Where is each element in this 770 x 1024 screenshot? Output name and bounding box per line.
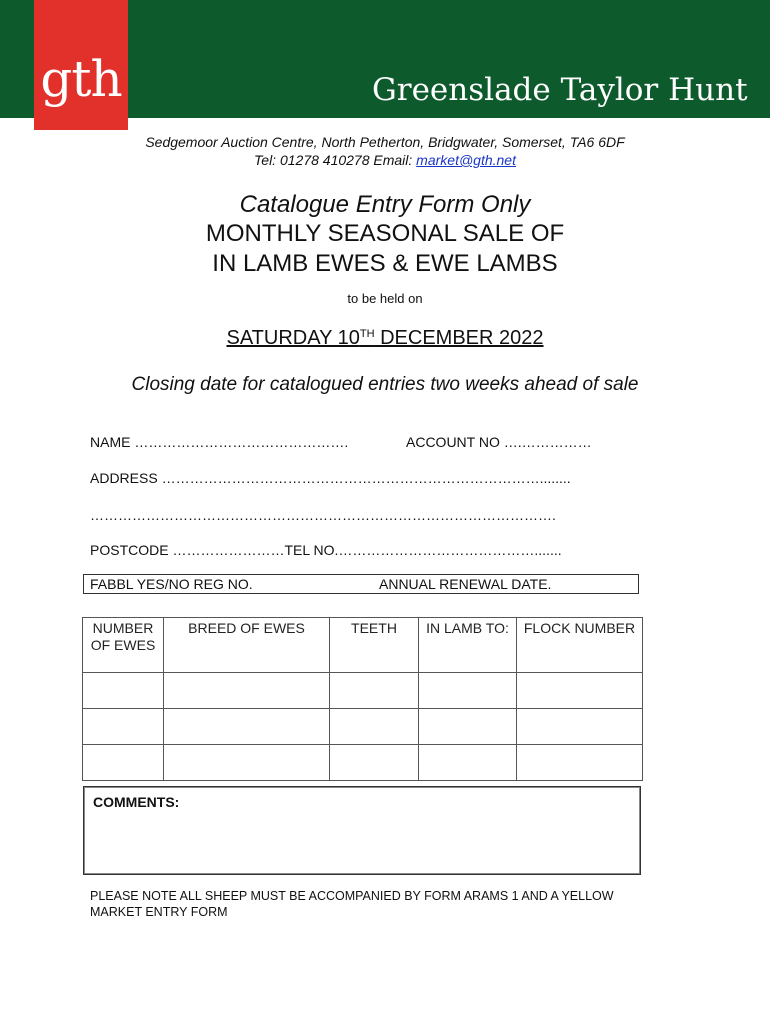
form-subtitle: Catalogue Entry Form Only: [239, 191, 531, 218]
cell-breed[interactable]: [164, 673, 330, 709]
sale-title-line2: IN LAMB EWES & EWE LAMBS: [212, 250, 558, 277]
postcode-tel-field[interactable]: POSTCODE ……………………TEL NO.…………………………………….......: [90, 542, 562, 558]
table-row: [83, 745, 643, 781]
account-field[interactable]: ACCOUNT NO ….……………: [406, 434, 592, 450]
address-line: Sedgemoor Auction Centre, North Petherton, Bridgwater, Somerset, TA6 6DF: [145, 134, 625, 150]
date-suffix: TH: [359, 328, 375, 340]
comments-box[interactable]: [83, 786, 641, 875]
cell-number[interactable]: [83, 673, 164, 709]
fabbl-reg-label: FABBL YES/NO REG NO.: [90, 576, 253, 592]
email-link[interactable]: market@gth.net: [416, 152, 516, 168]
company-name: Greenslade Taylor Hunt: [372, 72, 748, 108]
cell-in-lamb[interactable]: [419, 709, 517, 745]
tel-text: Tel: 01278 410278 Email:: [254, 152, 417, 168]
cell-breed[interactable]: [164, 709, 330, 745]
address-field-continued[interactable]: ……………………………………………………………………………………….: [90, 507, 556, 523]
header-breed-of-ewes: BREED OF EWES: [164, 618, 330, 673]
cell-flock[interactable]: [517, 673, 643, 709]
table-header-row: [83, 618, 643, 673]
header-teeth: TEETH: [330, 618, 419, 673]
cell-teeth[interactable]: [330, 745, 419, 781]
held-on-text: to be held on: [347, 291, 423, 306]
sale-title-line1: MONTHLY SEASONAL SALE OF: [205, 220, 565, 247]
entry-table: [82, 617, 643, 781]
cell-breed[interactable]: [164, 745, 330, 781]
contact-line: [0, 151, 770, 169]
cell-flock[interactable]: [517, 709, 643, 745]
sheep-note: PLEASE NOTE ALL SHEEP MUST BE ACCOMPANIED BY FORM ARAMS 1 AND A YELLOW MARKET ENTRY FORM: [90, 889, 614, 919]
renewal-date-label: ANNUAL RENEWAL DATE.: [379, 576, 552, 592]
cell-teeth[interactable]: [330, 673, 419, 709]
closing-date-text: Closing date for catalogued entries two weeks ahead of sale: [131, 374, 639, 395]
cell-in-lamb[interactable]: [419, 673, 517, 709]
header-number-of-ewes: NUMBER OF EWES: [83, 618, 164, 673]
cell-teeth[interactable]: [330, 709, 419, 745]
cell-number[interactable]: [83, 709, 164, 745]
comments-label: COMMENTS:: [93, 794, 180, 810]
name-field[interactable]: NAME ……………………………………….: [90, 434, 349, 450]
cell-in-lamb[interactable]: [419, 745, 517, 781]
date-pre: SATURDAY 10: [226, 327, 360, 349]
table-row: [83, 673, 643, 709]
header-in-lamb-to: IN LAMB TO:: [419, 618, 517, 673]
cell-flock[interactable]: [517, 745, 643, 781]
table-row: [83, 709, 643, 745]
sale-date: [0, 326, 770, 350]
date-post: DECEMBER 2022: [374, 327, 544, 349]
address-field[interactable]: ADDRESS ………………………………………………………………………........: [90, 470, 571, 486]
header-flock-number: FLOCK NUMBER: [517, 618, 643, 673]
gth-logo: [34, 0, 128, 130]
logo-text: gth: [40, 50, 122, 108]
cell-number[interactable]: [83, 745, 164, 781]
fabbl-box[interactable]: [83, 574, 639, 594]
